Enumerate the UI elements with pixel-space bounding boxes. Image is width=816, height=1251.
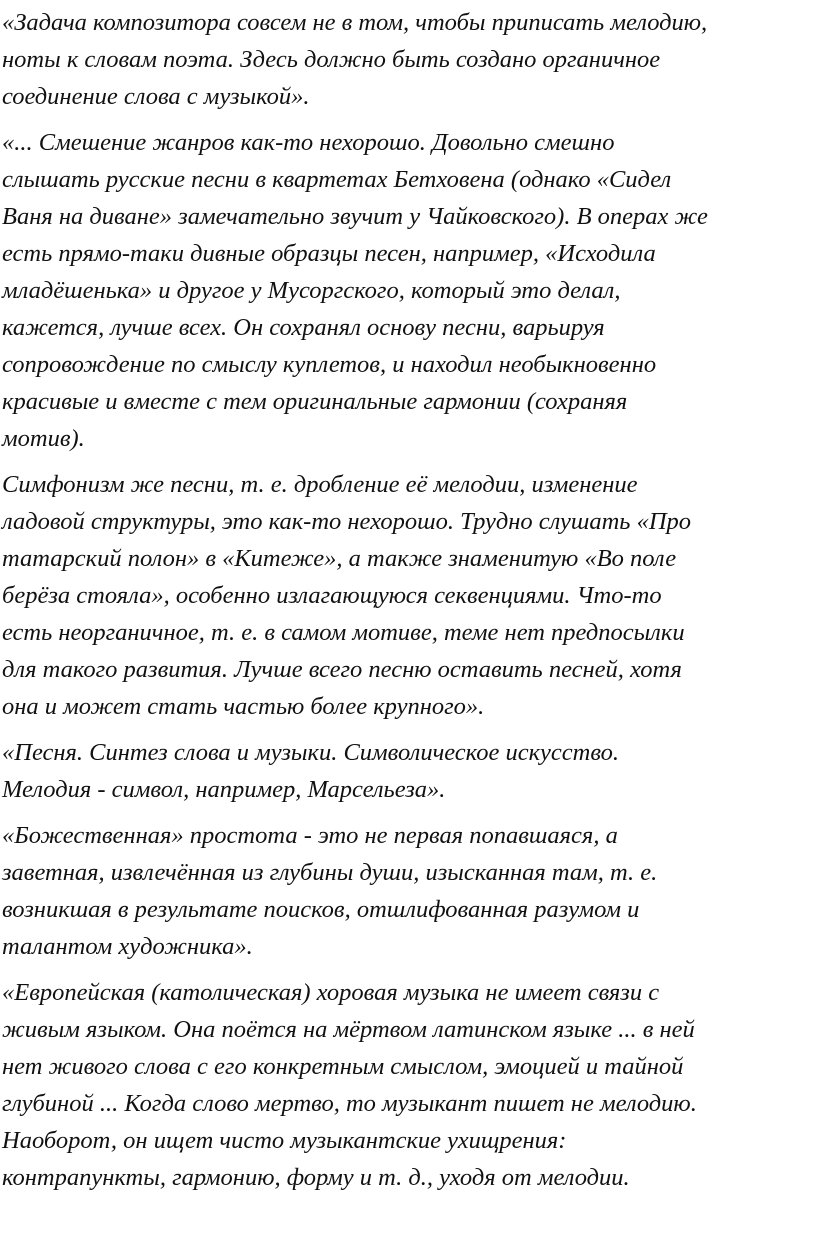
text-line: красивые и вместе с тем оригинальные гармонии (сохраняя xyxy=(2,388,628,415)
text-line: «Европейская (католическая) хоровая музыка не имеет связи с xyxy=(2,979,660,1006)
text-line: ладовой структуры, это как-то нехорошо. Трудно слушать «Про xyxy=(2,508,692,535)
text-line: мотив). xyxy=(2,425,85,452)
text-line: «Божественная» простота - это не первая попавшаяся, а xyxy=(2,822,618,849)
paragraph xyxy=(2,4,810,115)
text-line: «... Смешение жанров как-то нехорошо. Довольно смешно xyxy=(2,129,615,156)
text-line: слышать русские песни в квартетах Бетховена (однако «Сидел xyxy=(2,166,672,193)
text-line: нет живого слова с его конкретным смыслом, эмоцией и тайной xyxy=(2,1053,684,1080)
text-line: Мелодия - символ, например, Марсельеза». xyxy=(2,776,446,803)
text-line: талантом художника». xyxy=(2,933,253,960)
text-line: «Песня. Синтез слова и музыки. Символическое искусство. xyxy=(2,739,620,766)
text-line: младёшенька» и другое у Мусоргского, который это делал, xyxy=(2,277,621,304)
text-line: есть прямо-таки дивные образцы песен, например, «Исходила xyxy=(2,240,656,267)
paragraph xyxy=(2,734,810,808)
text-line: заветная, извлечённая из глубины души, изысканная там, т. е. xyxy=(2,859,658,886)
text-line: Симфонизм же песни, т. е. дробление её мелодии, изменение xyxy=(2,471,638,498)
text-line: возникшая в результате поисков, отшлифованная разумом и xyxy=(2,896,640,923)
paragraph xyxy=(2,974,810,1196)
text-line: живым языком. Она поётся на мёртвом латинском языке ... в ней xyxy=(2,1016,695,1043)
text-line: «Задача композитора совсем не в том, чтобы приписать мелодию, xyxy=(2,9,708,36)
text-line: соединение слова с музыкой». xyxy=(2,83,310,110)
paragraph xyxy=(2,124,810,457)
text-line: кажется, лучше всех. Он сохранял основу песни, варьируя xyxy=(2,314,605,341)
paragraph xyxy=(2,466,810,725)
text-line: берёза стояла», особенно излагающуюся секвенциями. Что-то xyxy=(2,582,662,609)
paragraph xyxy=(2,817,810,965)
text-line: она и может стать частью более крупного». xyxy=(2,693,485,720)
text-line: контрапункты, гармонию, форму и т. д., уходя от мелодии. xyxy=(2,1164,630,1191)
text-line: татарский полон» в «Китеже», а также знаменитую «Во поле xyxy=(2,545,677,572)
text-line: есть неорганичное, т. е. в самом мотиве, теме нет предпосылки xyxy=(2,619,685,646)
text-line: глубиной ... Когда слово мертво, то музыкант пишет не мелодию. xyxy=(2,1090,697,1117)
text-line: Ваня на диване» замечательно звучит у Чайковского). В операх же xyxy=(2,203,708,230)
text-line: для такого развития. Лучше всего песню оставить песней, хотя xyxy=(2,656,682,683)
text-line: сопровождение по смыслу куплетов, и находил необыкновенно xyxy=(2,351,657,378)
text-line: ноты к словам поэта. Здесь должно быть создано органичное xyxy=(2,46,661,73)
text-line: Наоборот, он ищет чисто музыкантские ухищрения: xyxy=(2,1127,567,1154)
